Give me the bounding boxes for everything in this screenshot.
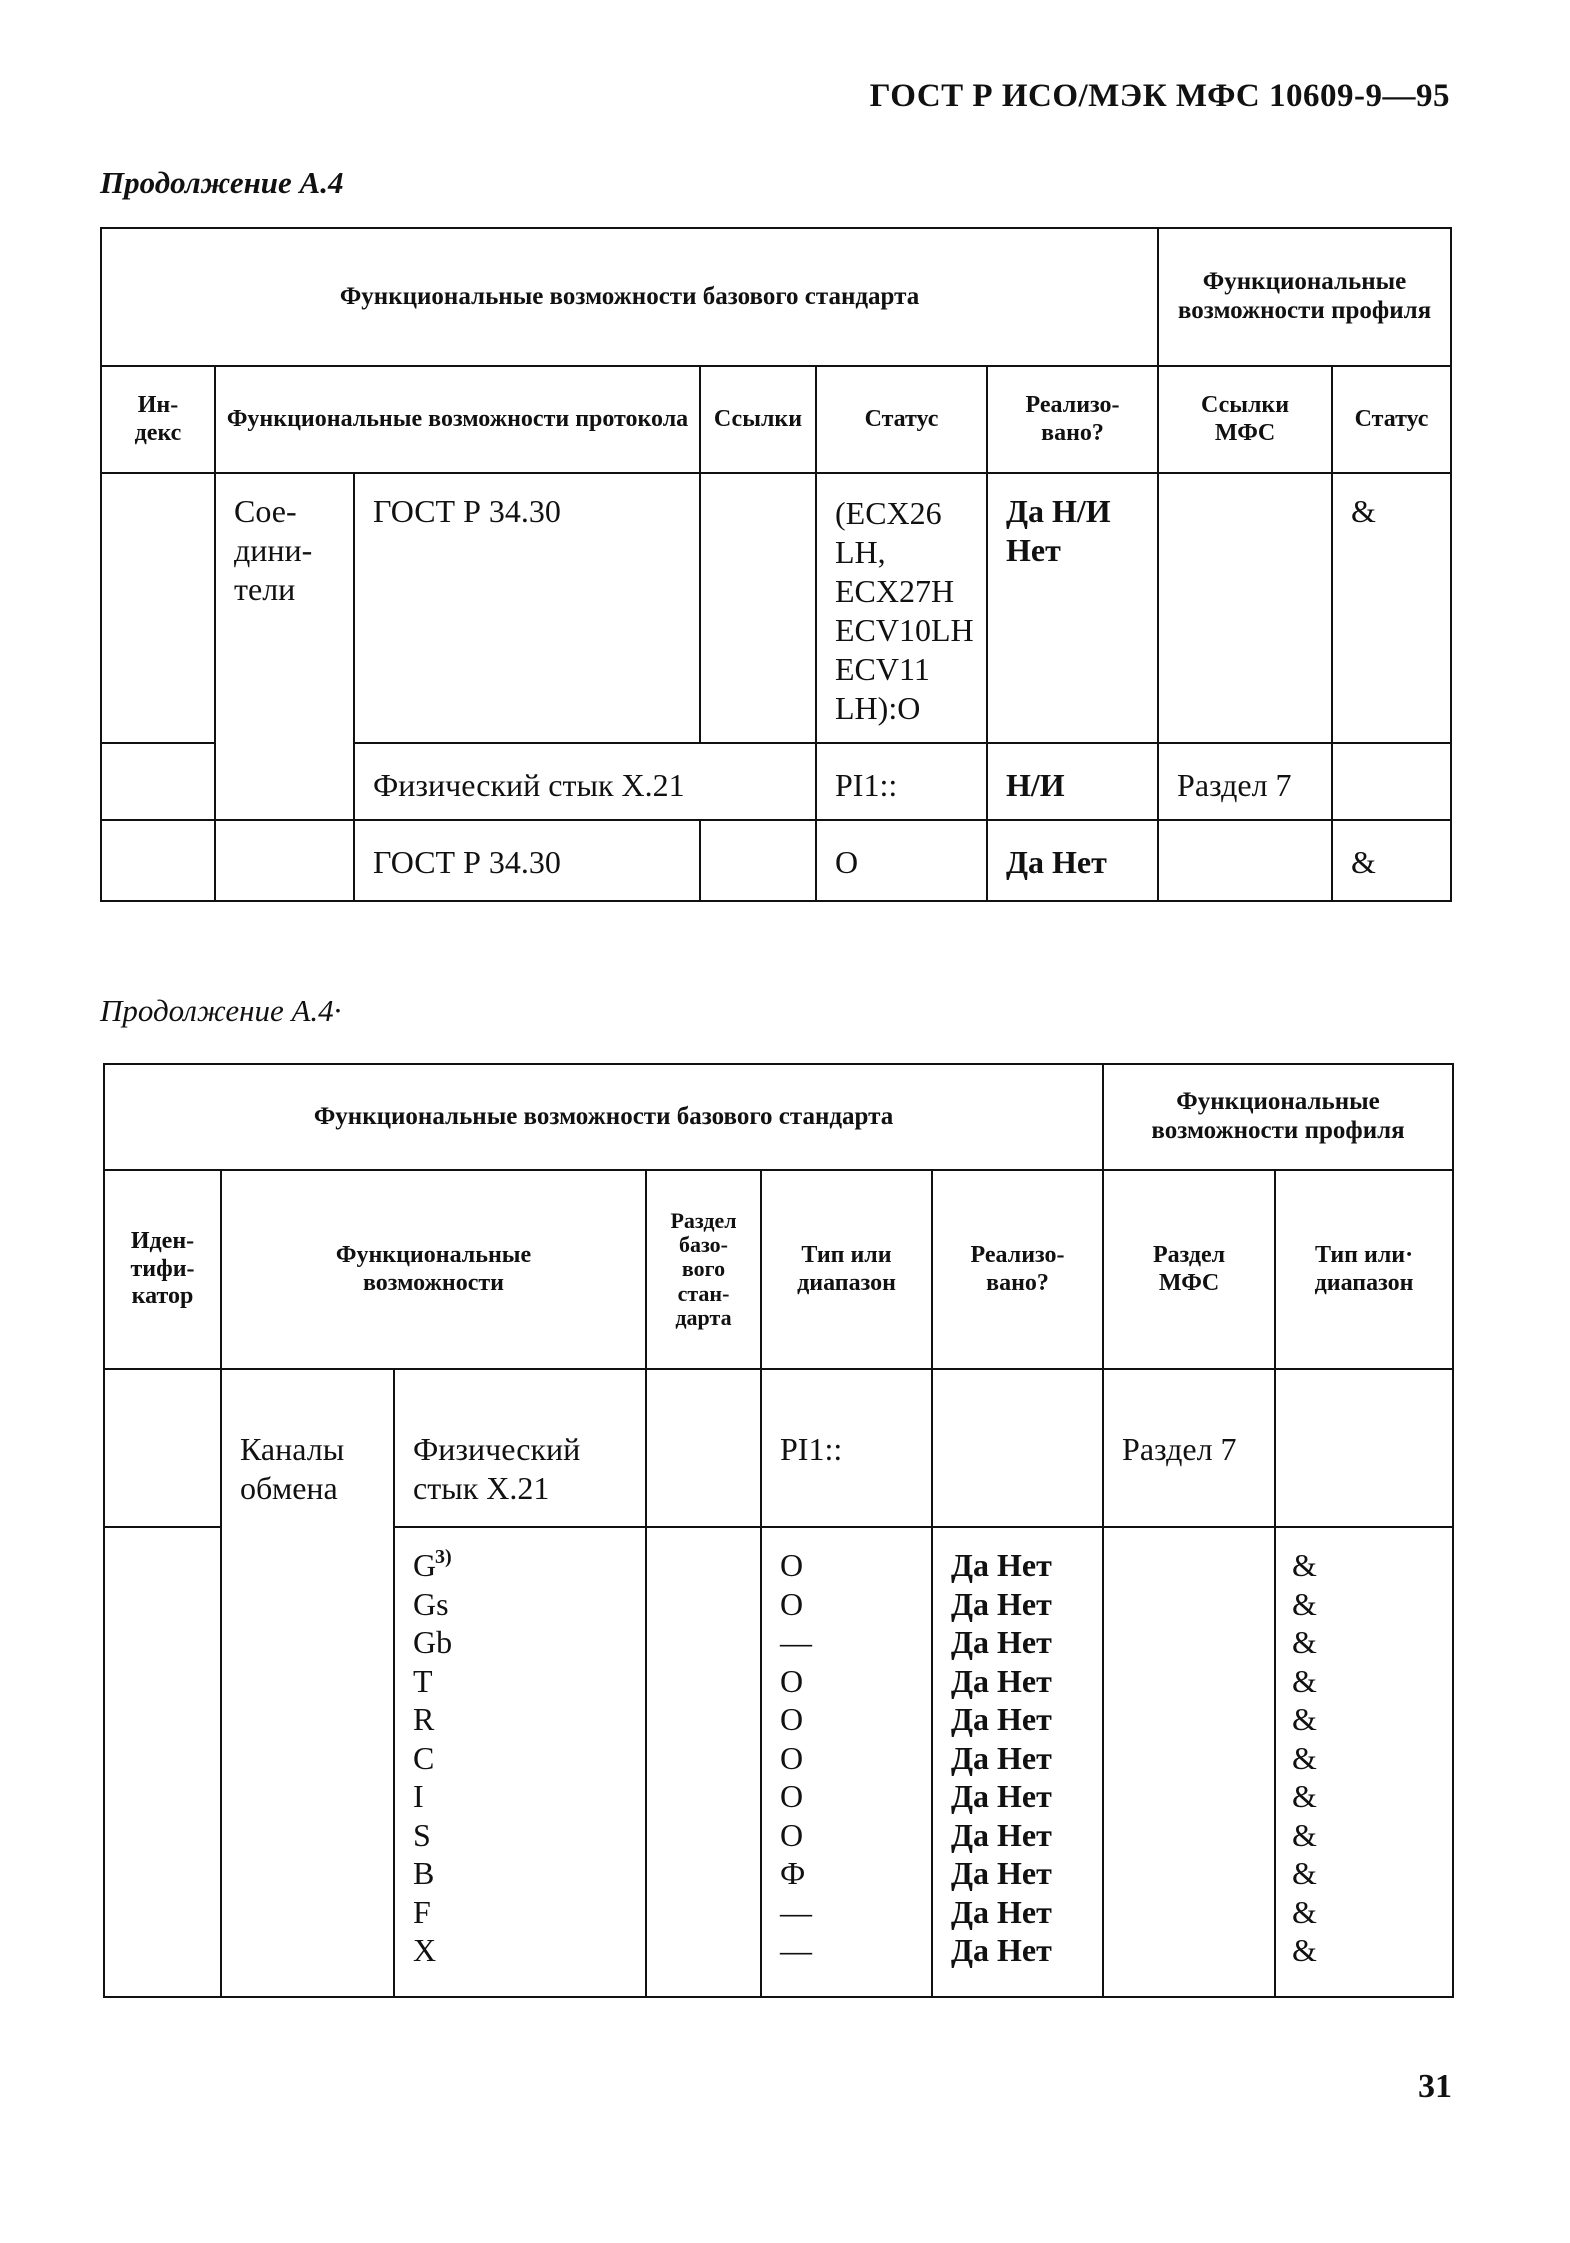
table1-col-feature: Функциональные возможности протокола — [215, 366, 700, 473]
table2-cell-id — [104, 1369, 221, 1527]
table1-group-profile: Функциональные возможности профиля — [1158, 228, 1451, 366]
table1-cell-impl: Н/И — [987, 743, 1158, 820]
table2-cell-impl — [932, 1369, 1103, 1527]
page-number: 31 — [1418, 2068, 1452, 2105]
table2-col-type: Тип или диапазон — [761, 1170, 932, 1369]
table1-cell-group — [215, 820, 354, 901]
table2-cell-type: PI1:: — [761, 1369, 932, 1527]
table1-cell-status: PI1:: — [816, 743, 987, 820]
table2-group-base: Функциональные возможности базового стандарта — [104, 1064, 1103, 1170]
table1-cell-profile-status — [1332, 743, 1451, 820]
table-row — [104, 1369, 1453, 1527]
table2-cell-group: Каналы обмена — [221, 1369, 394, 1997]
table2-cell-mfs-section — [1103, 1527, 1275, 1997]
table1-cell-feature: ГОСТ Р 34.30 — [354, 473, 700, 743]
table2-cell-section — [646, 1527, 761, 1997]
signal-names-list: G Gs Gb T R C I S B F X — [413, 1547, 453, 1968]
table1-col-index: Ин- декс — [101, 366, 215, 473]
table2-col-profile-type: Тип или· диапазон — [1275, 1170, 1453, 1369]
table2-col-id: Иден- тифи- катор — [104, 1170, 221, 1369]
table2-caption: Продолжение А.4· — [100, 993, 342, 1028]
table2-cell-feature: Физический стык X.21 — [394, 1369, 646, 1527]
table1-group-base: Функциональные возможности базового стандарта — [101, 228, 1158, 366]
table1-col-impl: Реализо- вано? — [987, 366, 1158, 473]
table2-cell-section — [646, 1369, 761, 1527]
table1-cell-feature: Физический стык X.21 — [354, 743, 816, 820]
table1-cell-refs — [700, 820, 816, 901]
table1-cell-index — [101, 820, 215, 901]
table2-signal-impl: Да Нет Да Нет Да Нет Да Нет Да Нет Да Нет Да Нет Да Нет Да Нет Да Нет Да Нет — [932, 1527, 1103, 1997]
table2-cell-mfs-section: Раздел 7 — [1103, 1369, 1275, 1527]
table1-cell-index — [101, 473, 215, 743]
table1-cell-mfs: Раздел 7 — [1158, 743, 1332, 820]
table1-cell-profile-status: & — [1332, 473, 1451, 743]
table2-cell-profile-type — [1275, 1369, 1453, 1527]
table1-cell-group: Сое- дини- тели — [215, 473, 354, 820]
table2 — [103, 1063, 1454, 1998]
table1-cell-profile-status: & — [1332, 820, 1451, 901]
table1-caption: Продолжение А.4 — [100, 165, 344, 200]
table1-cell-status: (ECX26 LH, ECX27H ECV10LH ECV11 LH):O — [816, 473, 987, 743]
table2-group-profile: Функциональные возможности профиля — [1103, 1064, 1453, 1170]
table1-cell-index — [101, 743, 215, 820]
table1-cell-mfs — [1158, 473, 1332, 743]
table2-signal-names — [394, 1527, 646, 1997]
table1-cell-status: O — [816, 820, 987, 901]
table1-cell-impl: Да Нет — [987, 820, 1158, 901]
table2-signal-types: O O — O O O O O Ф — — — [761, 1527, 932, 1997]
table1 — [100, 227, 1452, 902]
table-row — [101, 473, 1451, 743]
table1-cell-impl: Да Н/И Нет — [987, 473, 1158, 743]
table2-col-section: Раздел базо- вого стан- дарта — [646, 1170, 761, 1369]
table1-col-refs: Ссылки — [700, 366, 816, 473]
table1-col-mfs-refs: Ссылки МФС — [1158, 366, 1332, 473]
table2-cell-id — [104, 1527, 221, 1997]
table2-col-feature: Функциональные возможности — [221, 1170, 646, 1369]
table-row — [101, 820, 1451, 901]
table1-cell-refs — [700, 473, 816, 743]
table1-col-profile-status: Статус — [1332, 366, 1451, 473]
table2-col-mfs-section: Раздел МФС — [1103, 1170, 1275, 1369]
table2-signal-profile: & & & & & & & & & & & — [1275, 1527, 1453, 1997]
table2-col-impl: Реализо- вано? — [932, 1170, 1103, 1369]
document-header: ГОСТ Р ИСО/МЭК МФС 10609-9—95 — [869, 78, 1450, 114]
footnote-mark: 3) — [435, 1546, 452, 1568]
table1-cell-feature: ГОСТ Р 34.30 — [354, 820, 700, 901]
table1-cell-mfs — [1158, 820, 1332, 901]
table1-col-status: Статус — [816, 366, 987, 473]
